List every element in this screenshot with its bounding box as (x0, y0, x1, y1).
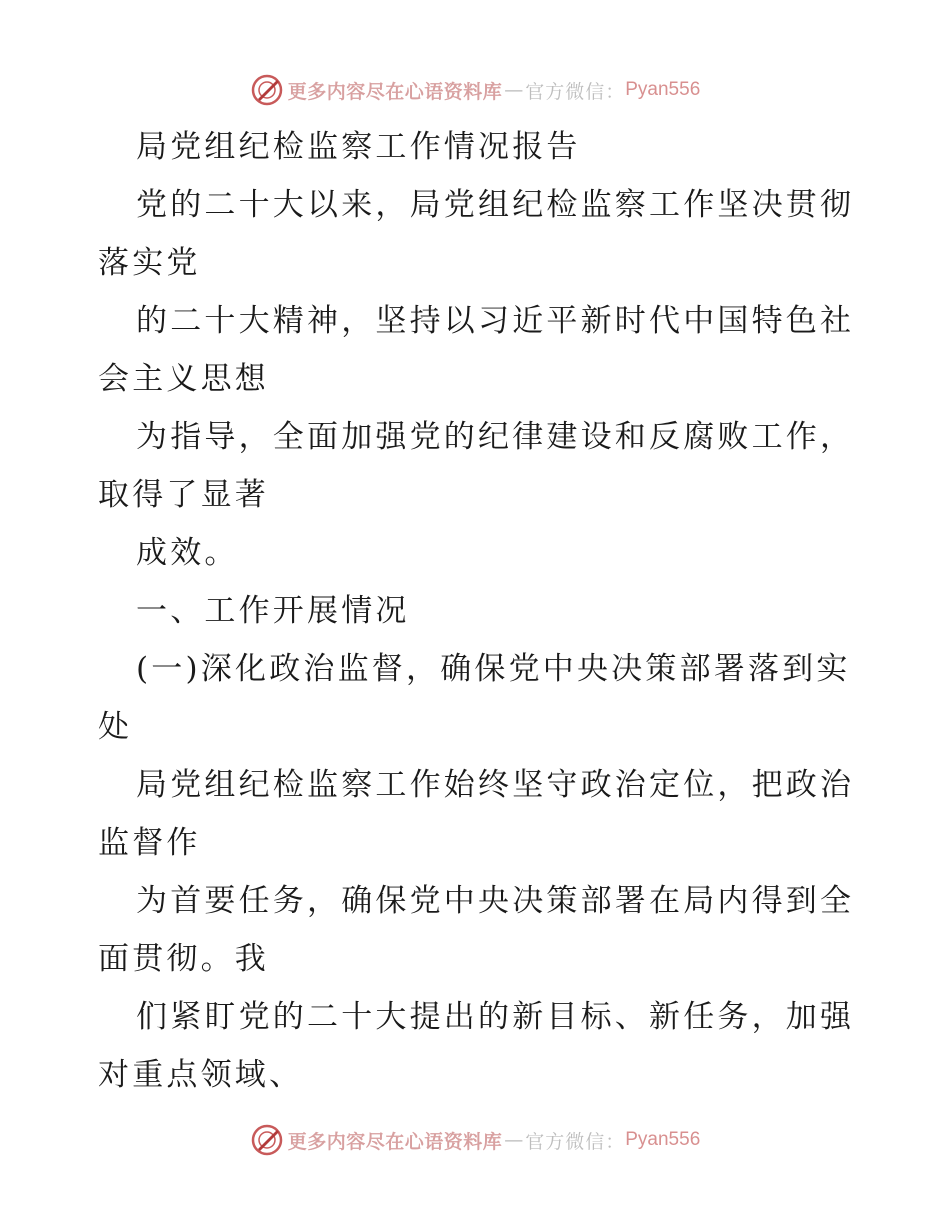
subsection-heading-continued: 处 (98, 709, 133, 745)
watermark-wechat-label: 官方微信： (525, 1130, 626, 1153)
paragraph-line: 成效。 (136, 535, 239, 571)
watermark-site-text: 更多内容尽在心语资料库 (287, 80, 503, 103)
paragraph-line: 局党组纪检监察工作始终坚守政治定位，把政治 (136, 767, 855, 803)
pen-logo-icon (250, 1123, 284, 1157)
paragraph-line: 为首要任务，确保党中央决策部署在局内得到全 (136, 883, 855, 919)
header-watermark (0, 70, 950, 110)
pen-logo-icon (250, 73, 284, 107)
watermark-wechat-id: Pyan556 (625, 1129, 701, 1150)
watermark-dash: — (504, 1129, 524, 1151)
footer-watermark (0, 1120, 950, 1160)
paragraph-line: 们紧盯党的二十大提出的新目标、新任务，加强 (136, 999, 855, 1035)
subsection-heading: (一)深化政治监督，确保党中央决策部署落到实 (136, 651, 851, 687)
watermark-wechat-label: 官方微信： (525, 80, 626, 103)
watermark-dash: — (504, 79, 524, 101)
paragraph-line: 的二十大精神，坚持以习近平新时代中国特色社 (136, 303, 855, 339)
watermark-wechat-id: Pyan556 (625, 79, 701, 100)
paragraph-line: 会主义思想 (98, 361, 269, 397)
paragraph-line: 取得了显著 (98, 477, 269, 513)
paragraph-line: 面贯彻。我 (98, 941, 269, 977)
document-title: 局党组纪检监察工作情况报告 (136, 129, 581, 165)
paragraph-line: 为指导，全面加强党的纪律建设和反腐败工作， (136, 419, 855, 455)
paragraph-line: 监督作 (98, 825, 201, 861)
paragraph-line: 对重点领域、 (98, 1057, 304, 1093)
paragraph-line: 党的二十大以来，局党组纪检监察工作坚决贯彻 (136, 187, 855, 223)
section-heading: 一、工作开展情况 (136, 593, 410, 629)
watermark-site-text: 更多内容尽在心语资料库 (287, 1130, 503, 1153)
paragraph-line: 落实党 (98, 245, 201, 281)
document-body (98, 118, 858, 1104)
